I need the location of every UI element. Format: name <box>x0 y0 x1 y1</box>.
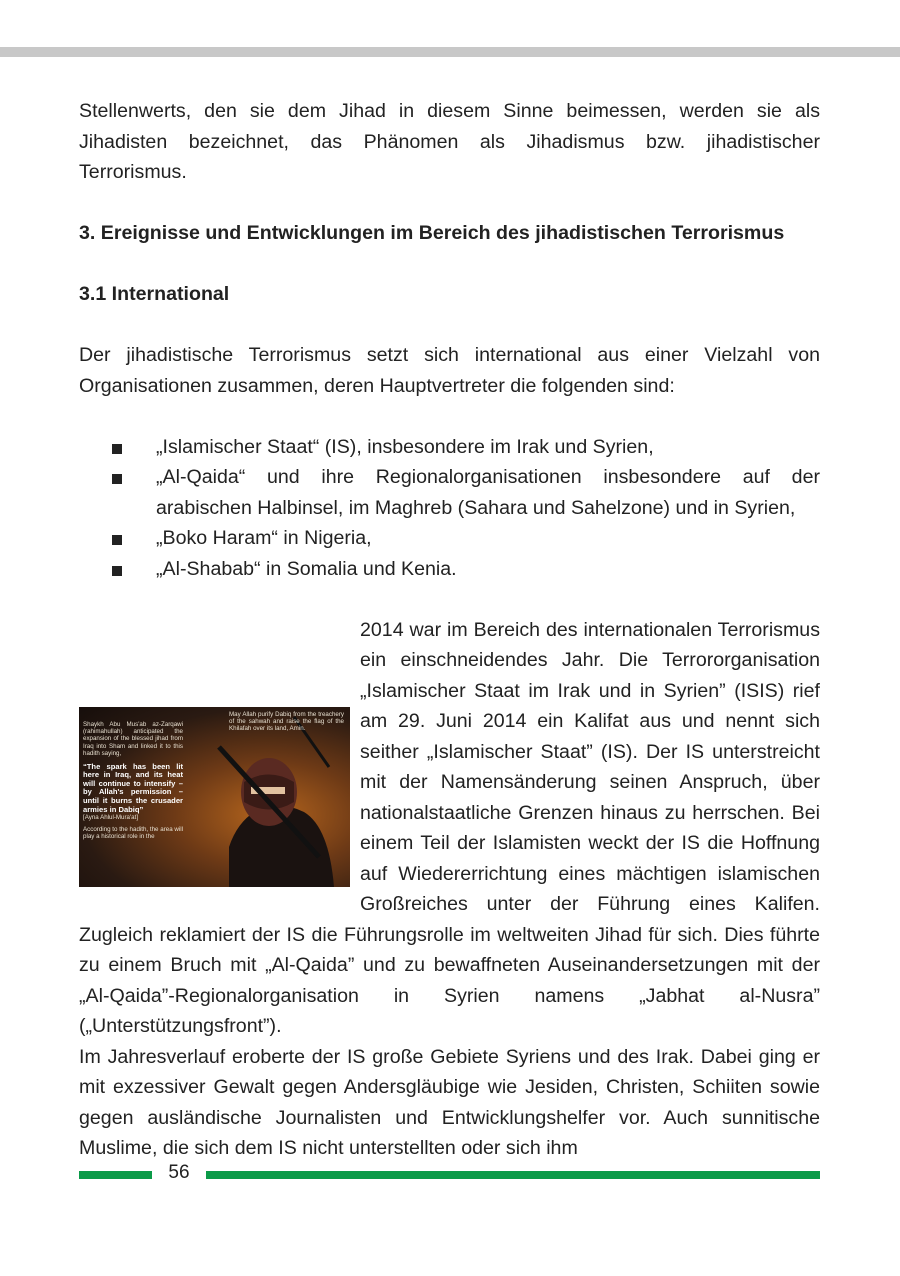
caliphate-paragraph: Shaykh Abu Mus'ab az-Zarqawi (rahimahullah) anticipated the expansion of the blessed jihad from Iraq into Sham and linked it to this hadith saying, “The spark has been lit here in Iraq, and its heat will continue to intensify – by Allah's permission – until it burns the crusader armies in Dabiq” [Ayna Ahlul-Mura'at] According to the hadith, the area will play a historical role in the May Allah purify Dabiq from the treachery of the sahwah and raise the flag of the Khilafah over its land, Amin. 2014 war im Bereich des internationalen Terrorismus ein einschneidendes Jahr. Die Terrororganisation „Islamischer Staat im Irak und in Syrien” (ISIS) rief am 29. Juni 2014 ein Kalifat aus und nennt sich seither „Islamischer Staat” (IS). Der IS unterstreicht mit der Namensänderung seinen Anspruch, über nationalstaatliche Grenzen hinaus zu herrschen. Bei einem Teil der Islamisten weckt der IS die Hoffnung auf Wiedererrichtung eines mächtigen islamischen Großreiches unter der Führung eines Kalifen. Zugleich reklamiert der IS die Führungsrolle im weltweiten Jihad für sich. Dies führte zu einem Bruch mit „Al-Qaida” und zu bewaffneten Auseinandersetzungen mit der „Al-Qaida”-Regionalorganisation in Syrien namens „Jabhat al-Nusra” („Unterstützungsfront”). <box>79 618 820 1037</box>
list-item: „Al-Qaida“ und ihre Regionalorganisationen insbesondere auf der arabischen Halbinsel, im Maghreb (Sahara und Sahelzone) und in Syrien, <box>79 462 820 523</box>
page-content <box>79 96 820 1164</box>
square-bullet-icon <box>112 444 122 454</box>
list-item: „Islamischer Staat“ (IS), insbesondere im Irak und Syrien, <box>79 432 820 463</box>
section-heading-3-1: 3.1 International <box>79 283 230 305</box>
list-item: „Al-Shabab“ in Somalia und Kenia. <box>79 554 820 585</box>
footer-rule-left <box>79 1171 152 1179</box>
page-number: 56 <box>168 1162 190 1183</box>
image-caption-left: Shaykh Abu Mus'ab az-Zarqawi (rahimahullah) anticipated the expansion of the blessed jihad from Iraq into Sham and linked it to this hadith saying, “The spark has been lit here in Iraq, and its heat will continue to intensify – by Allah's permission – until it burns the crusader armies in Dabiq” [Ayna Ahlul-Mura'at] According to the hadith, the area will play a historical role in the <box>83 720 183 840</box>
organisation-list <box>79 432 820 585</box>
image-caption-right: May Allah purify Dabiq from the treachery of the sahwah and raise the flag of the Khilafah over its land, Amin. <box>229 710 344 733</box>
conquest-paragraph: Im Jahresverlauf eroberte der IS große Gebiete Syriens und des Irak. Dabei ging er mit exzessiver Gewalt gegen Andersgläubige wie Jesiden, Christen, Schiiten sowie gegen ausländische Journalisten und Entwicklungshelfer vor. Auch sunnitische Muslime, die sich dem IS nicht unterstellten oder sich ihm <box>79 1045 820 1159</box>
top-rule <box>0 47 900 57</box>
square-bullet-icon <box>112 535 122 545</box>
list-item: „Boko Haram“ in Nigeria, <box>79 523 820 554</box>
footer-rule-right <box>206 1171 820 1179</box>
propaganda-image <box>79 707 350 887</box>
section-heading-3: 3. Ereignisse und Entwicklungen im Bereich des jihadistischen Terrorismus <box>79 222 785 244</box>
square-bullet-icon <box>112 474 122 484</box>
square-bullet-icon <box>112 566 122 576</box>
intro-paragraph: Stellenwerts, den sie dem Jihad in diesem Sinne beimessen, werden sie als Jihadisten bezeichnet, das Phänomen als Jihadismus bzw. jihadistischer Terrorismus. <box>79 100 820 183</box>
organisations-paragraph: Der jihadistische Terrorismus setzt sich international aus einer Vielzahl von Organisationen zusammen, deren Hauptvertreter die folgenden sind: <box>79 344 820 397</box>
